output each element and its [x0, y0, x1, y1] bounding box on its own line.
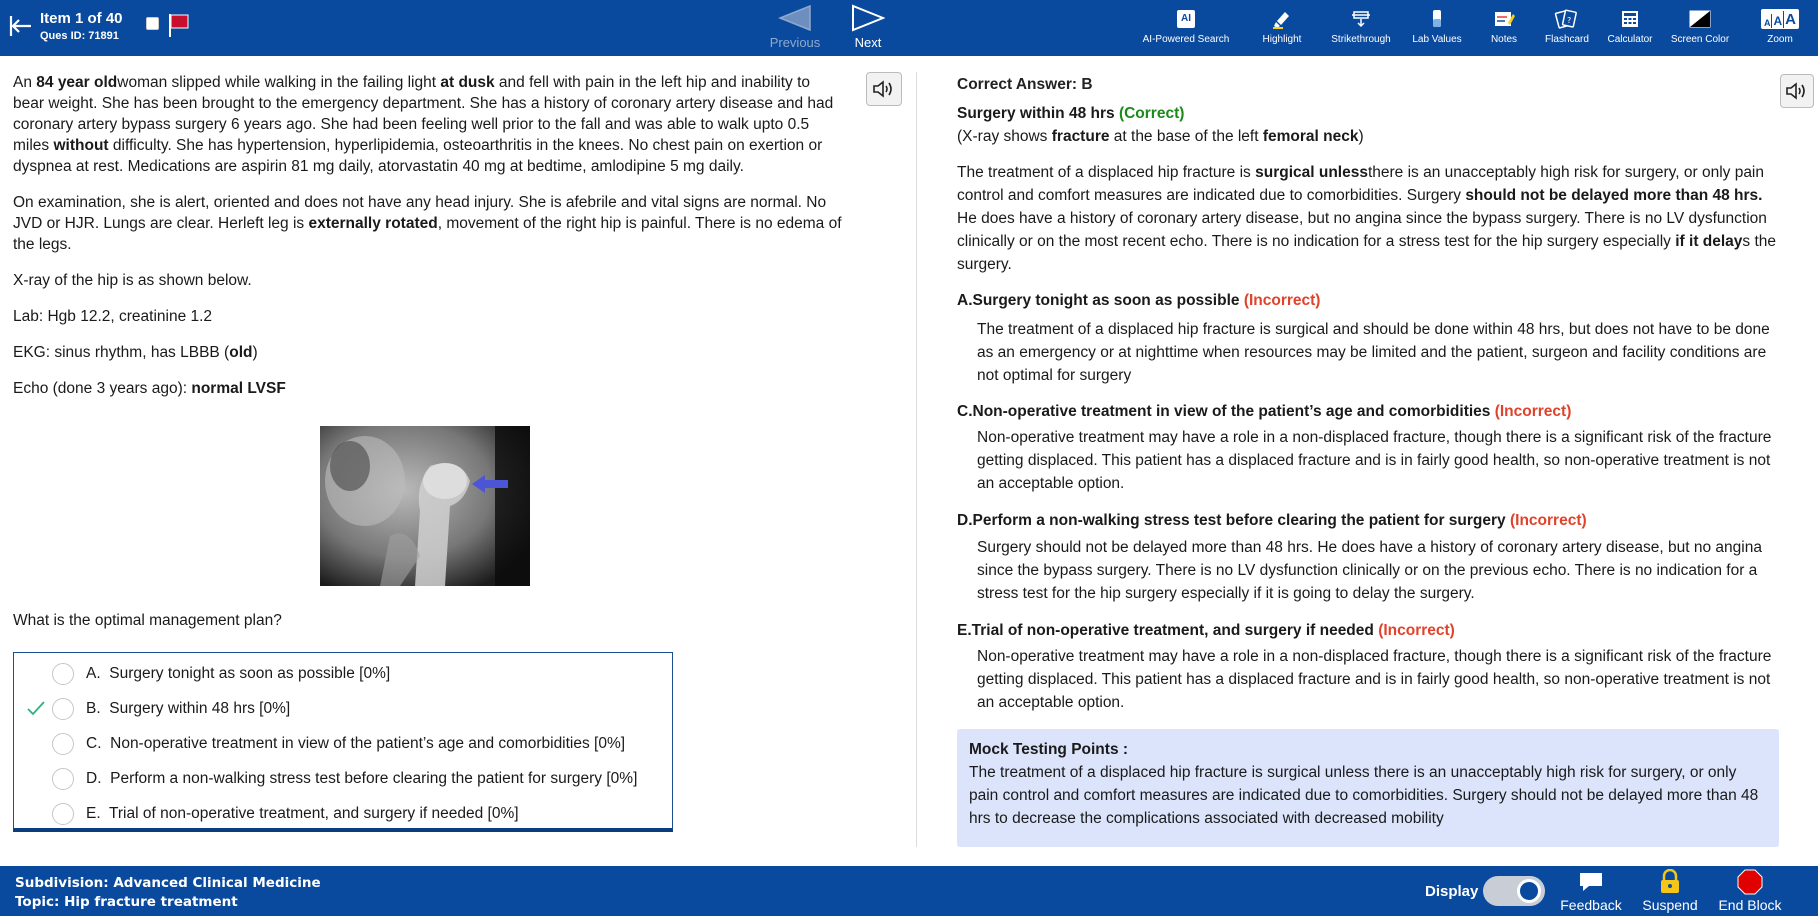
previous-label: Previous [769, 35, 821, 50]
correct-check-icon [26, 698, 46, 718]
option-a-heading: A.Surgery tonight as soon as possible (Incorrect) [957, 292, 1321, 309]
calculator-icon [1620, 9, 1640, 29]
explanation-run: s the surgery. [957, 233, 1777, 273]
correct-tag: (Correct) [1118, 105, 1185, 122]
strikethrough-label: Strikethrough [1331, 34, 1391, 45]
choice-d-text: D. Perform a non-walking stress test before clearing the patient for surgery [0%] [86, 770, 638, 787]
screen-color-button[interactable] [1666, 8, 1734, 45]
stem-run: On examination, she is alert, oriented and does not have any head injury. She is afebrile and vital signs are normal. No JVD or HJR. Lungs are clear. Herleft leg is [13, 194, 827, 232]
explanation-run: The treatment of a displaced hip fracture is [957, 164, 1256, 181]
incorrect-tag: (Incorrect) [1243, 292, 1321, 309]
notes-icon [1493, 9, 1515, 29]
zoom-text-icon: A A A [1761, 9, 1799, 29]
correct-answer-title [957, 102, 1777, 125]
choice-a-text: A. Surgery tonight as soon as possible [0%] [86, 665, 391, 682]
pane-divider [916, 72, 917, 847]
stem-run: old [229, 344, 253, 361]
xray-note [957, 125, 1777, 148]
subdivision-label: Subdivision: Advanced Clinical Medicine [15, 875, 321, 891]
stem-run: difficulty. She has hypertension, hyperlipidemia, osteoarthritis in the knees. No chest pain on exertion or dyspnea at rest. Medications are aspirin 81 mg daily, atorvastatin 40 mg at bedtime, amlodipine 5 mg daily. [13, 137, 823, 175]
option-e-heading: E.Trial of non-operative treatment, and surgery if needed (Incorrect) [957, 622, 1455, 639]
mark-checkbox[interactable] [146, 17, 159, 30]
stem-run: X-ray of the hip is as shown below. [13, 272, 252, 289]
option-d-heading: D.Perform a non-walking stress test before clearing the patient for surgery (Incorrect) [957, 512, 1587, 529]
flag-icon[interactable] [168, 12, 190, 38]
choice-b-radio[interactable] [52, 698, 74, 720]
choice-c[interactable] [14, 729, 672, 759]
end-block-label: End Block [1718, 897, 1782, 913]
stem-run: at dusk [440, 74, 495, 91]
item-counter: Item 1 of 40 [40, 10, 123, 27]
option-e-explanation: Non-operative treatment may have a role in a non-displaced fracture, though there is a significant risk of the fracture getting displaced. This patient has a displaced fracture and is in fairly good health, so non-operative treatment is not an acceptable option. [977, 648, 1772, 711]
contrast-icon [1689, 10, 1711, 28]
choice-e-radio[interactable] [52, 803, 74, 825]
explanation-run: should not be delayed more than 48 hrs. [1465, 187, 1763, 204]
calculator-label: Calculator [1607, 34, 1653, 45]
flask-icon [1429, 9, 1445, 29]
topic-label: Topic: Hip fracture treatment [15, 894, 238, 910]
choice-c-text: C. Non-operative treatment in view of the patient’s age and comorbidities [0%] [86, 735, 626, 752]
screen-color-label: Screen Color [1670, 34, 1730, 45]
stem-run: woman slipped while walking in the failing light [117, 74, 441, 91]
choice-b-text: B. Surgery within 48 hrs [0%] [86, 700, 291, 717]
question-stem [13, 72, 843, 414]
explanation-read-aloud-button[interactable] [1780, 74, 1814, 108]
stem-run: Echo (done 3 years ago): [13, 380, 192, 397]
xray-note-run: femoral neck [1262, 128, 1359, 145]
choice-e-text: E. Trial of non-operative treatment, and surgery if needed [0%] [86, 805, 519, 822]
choice-d[interactable] [14, 764, 672, 794]
stem-run: externally rotated [308, 215, 438, 232]
zoom-button[interactable] [1756, 8, 1804, 45]
stem-run: Lab: Hgb 12.2, creatinine 1.2 [13, 308, 213, 325]
question-pane [0, 56, 915, 866]
option-d-explanation: Surgery should not be delayed more than 48 hrs. He does have a history of coronary artery disease, but no angina since the bypass surgery. There is no LV dysfunction clinically or on the previous echo. There is no indication for a stress test for the hip surgery especially if it is going to delay the surgery. [977, 539, 1762, 602]
highlighter-icon [1271, 9, 1293, 29]
zoom-label: Zoom [1767, 34, 1793, 45]
lab-values-button[interactable] [1410, 8, 1464, 45]
feedback-label: Feedback [1560, 897, 1622, 913]
answer-choices [13, 652, 673, 832]
stem-run: ) [252, 344, 258, 361]
xray-note-run: at the base of the left [1109, 128, 1263, 145]
explanation-run: there is an unacceptably high risk for surgery, or only pain control and comfort measures are indicated due to comorbidities. Surgery [957, 164, 1764, 204]
stem-paragraph [13, 270, 843, 291]
choice-b[interactable] [14, 694, 672, 724]
flashcard-icon [1554, 8, 1580, 30]
flashcard-label: Flashcard [1545, 34, 1589, 45]
feedback-button[interactable] [1556, 869, 1626, 913]
strikethrough-icon [1351, 9, 1371, 29]
question-id: Ques ID: 71891 [40, 30, 119, 42]
mock-testing-points [957, 729, 1779, 847]
stem-paragraph [13, 306, 843, 327]
next-label: Next [854, 35, 882, 50]
hip-xray-image [320, 426, 530, 586]
choice-c-radio[interactable] [52, 733, 74, 755]
display-label: Display [1425, 883, 1479, 900]
suspend-button[interactable] [1638, 869, 1702, 913]
stem-paragraph [13, 342, 843, 363]
xray-note-run: fracture [1051, 128, 1110, 145]
calculator-button[interactable] [1604, 8, 1656, 45]
incorrect-tag: (Incorrect) [1509, 512, 1587, 529]
choice-a-radio[interactable] [52, 663, 74, 685]
feedback-icon [1577, 870, 1605, 894]
item-info [40, 10, 123, 44]
correct-answer-title-text: Surgery within 48 hrs [957, 105, 1115, 122]
mock-testing-body: The treatment of a displaced hip fracture is surgical unless there is an unacceptably high risk for surgery, or only pain control and comfort measures are indicated due to comorbidities. Surgery should not be delayed more than 48 hrs to decrease the complications associated with decreased mobility [969, 764, 1759, 827]
question-prompt: What is the optimal management plan? [13, 612, 282, 629]
choice-a[interactable] [14, 659, 672, 689]
stem-run: An [13, 74, 37, 91]
highlight-button[interactable] [1256, 8, 1308, 45]
notes-label: Notes [1490, 34, 1518, 45]
explanation-run: surgical unless [1255, 164, 1368, 181]
stem-run: and fell with pain in the left hip and inability to bear weight. She has been brought to the emergency department. She has a history of coronary artery disease and had coronary artery bypass surgery 6 years ago. She had been feeling well prior to the fall and was able to walk upto 0.5 miles [13, 74, 834, 154]
option-a-explanation: The treatment of a displaced hip fracture is surgical and should be done within 48 hrs, but does not have to be done as an emergency or at nighttime when resources may be limited and the patient, surgeon and facility conditions are not optimal for surgery [977, 321, 1770, 384]
previous-button[interactable] [763, 4, 827, 50]
flashcard-button[interactable] [1542, 8, 1592, 45]
correct-answer-label: Correct Answer: B [957, 76, 1093, 93]
stem-paragraph [13, 72, 843, 177]
option-c-explanation: Non-operative treatment may have a role in a non-displaced fracture, though there is a significant risk of the fracture getting displaced. This patient has a displaced fracture and is in fairly good health, so non-operative treatment is not an acceptable option. [977, 429, 1772, 492]
ai-search-button[interactable] [1140, 8, 1232, 45]
speaker-icon [872, 79, 896, 99]
speaker-icon [1785, 81, 1809, 101]
read-aloud-button[interactable] [866, 72, 902, 106]
toggle-knob [1517, 879, 1541, 903]
ai-icon: AI [1177, 10, 1195, 28]
bottom-toolbar [0, 866, 1818, 916]
highlight-label: Highlight [1262, 34, 1302, 45]
next-arrow-icon [851, 4, 885, 32]
strikethrough-button[interactable] [1328, 8, 1394, 45]
previous-arrow-icon [778, 4, 812, 32]
ai-search-label: AI-Powered Search [1142, 34, 1230, 45]
xray-note-run: ) [1358, 128, 1364, 145]
explanation-run: He does have a history of coronary artery disease, but no angina since the bypass surgery. There is no LV dysfunction clinically or on the most recent echo. There is no indication for a stress test for the hip surgery especially [957, 210, 1767, 250]
mock-testing-title: Mock Testing Points : [969, 741, 1129, 758]
next-button[interactable] [836, 4, 900, 50]
display-toggle[interactable] [1483, 876, 1545, 906]
lock-icon [1658, 869, 1682, 895]
stem-run: normal LVSF [191, 380, 286, 397]
svg-text:?: ? [1567, 16, 1572, 25]
top-toolbar [0, 0, 1818, 56]
stop-icon [1737, 869, 1763, 895]
suspend-label: Suspend [1642, 897, 1698, 913]
stem-run: without [53, 137, 109, 154]
choice-e[interactable] [14, 799, 672, 829]
stem-run: 84 year old [36, 74, 118, 91]
stem-run: , movement of the right hip is painful. There is no edema of the legs. [13, 215, 842, 253]
incorrect-tag: (Incorrect) [1378, 622, 1455, 639]
stem-run: EKG: sinus rhythm, has LBBB ( [13, 344, 230, 361]
explanation-main [957, 161, 1783, 276]
lab-values-label: Lab Values [1412, 34, 1462, 45]
option-c-heading: C.Non-operative treatment in view of the patient’s age and comorbidities (Incorrect) [957, 403, 1572, 420]
subdivision-info [15, 874, 321, 912]
stem-paragraph [13, 378, 843, 399]
notes-button[interactable] [1482, 8, 1526, 45]
xray-note-run: (X-ray shows [957, 128, 1052, 145]
stem-paragraph [13, 192, 843, 255]
incorrect-tag: (Incorrect) [1494, 403, 1572, 420]
back-arrow-icon[interactable] [8, 12, 34, 40]
choice-d-radio[interactable] [52, 768, 74, 790]
end-block-button[interactable] [1712, 869, 1788, 913]
explanation-run: if it delay [1675, 233, 1743, 250]
